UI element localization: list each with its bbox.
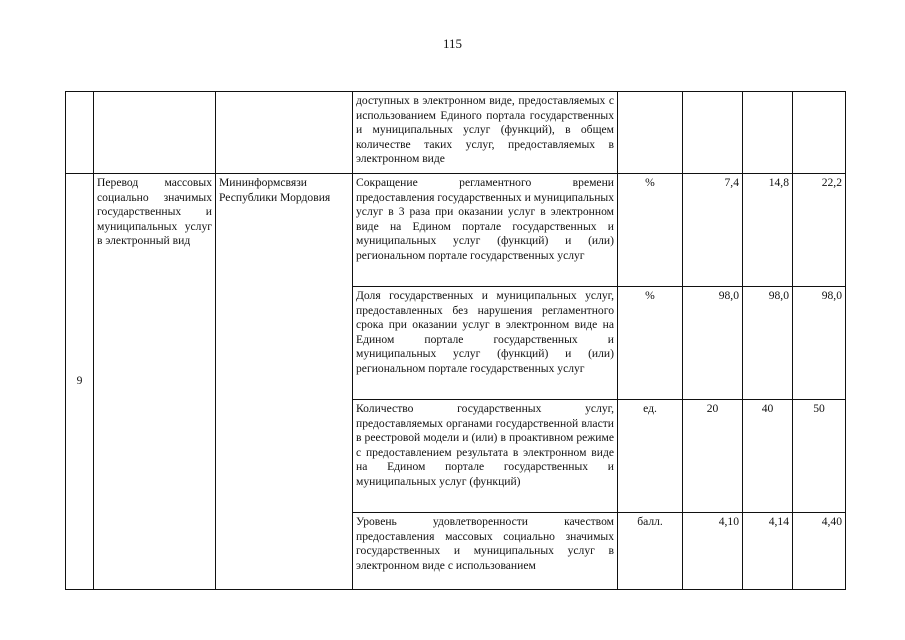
indicator-value-3: 4,40 xyxy=(793,513,846,590)
indicator-name: Количество государственных услуг, предоставляемых органами государственной власти в реестровой модели и (или) в проактивном режиме с предоставлением результата в электронном виде на Едином портале государственных и муниципальных услуг (функций) xyxy=(353,400,618,513)
indicators-table xyxy=(65,91,846,590)
indicator-value-2: 14,8 xyxy=(743,174,793,287)
cont-num-cell xyxy=(66,92,94,174)
measure-cell: Перевод массовых социально значимых государственных и муниципальных услуг в электронный вид xyxy=(94,174,216,590)
cont-v2-cell xyxy=(743,92,793,174)
indicator-name xyxy=(353,513,618,590)
responsible-cell: Мининформсвязи Республики Мордовия xyxy=(216,174,353,590)
indicator-value-2: 98,0 xyxy=(743,287,793,400)
cont-measure-cell xyxy=(94,92,216,174)
indicator-value-3: 98,0 xyxy=(793,287,846,400)
indicator-value-3: 22,2 xyxy=(793,174,846,287)
indicator-unit: % xyxy=(618,174,683,287)
indicator-value-1: 98,0 xyxy=(683,287,743,400)
cont-indicator-cell: доступных в электронном виде, предоставляемых с использованием Единого портала государственных и муниципальных услуг (функций), в общем количестве таких услуг, предоставляемых в электронном виде xyxy=(353,92,618,174)
cont-responsible-cell xyxy=(216,92,353,174)
indicator-name: Сокращение регламентного времени предоставления государственных и муниципальных услуг в 3 раза при оказании услуг в электронном виде на Едином портале государственных и муниципальных услуг (функций) и (или) региональном портале государственных услуг xyxy=(353,174,618,287)
cont-v3-cell xyxy=(793,92,846,174)
indicator-value-1: 4,10 xyxy=(683,513,743,590)
indicator-unit: ед. xyxy=(618,400,683,513)
indicator-name-text: Уровень удовлетворенности качеством предоставления массовых социально значимых государственных и муниципальных услуг в электронном виде с использованием xyxy=(356,515,614,572)
row-number: 9 xyxy=(66,174,94,590)
continuation-row xyxy=(66,92,846,174)
indicator-value-2: 40 xyxy=(743,400,793,513)
indicator-value-2: 4,14 xyxy=(743,513,793,590)
cont-v1-cell xyxy=(683,92,743,174)
page-number: 115 xyxy=(442,36,463,51)
indicator-unit: балл. xyxy=(618,513,683,590)
indicator-value-1: 20 xyxy=(683,400,743,513)
indicator-name: Доля государственных и муниципальных услуг, предоставленных без нарушения регламентного срока при оказании услуг в электронном виде на Едином портале государственных и муниципальных услуг (функций) и (или) региональном портале государственных услуг xyxy=(353,287,618,400)
cont-unit-cell xyxy=(618,92,683,174)
indicator-value-1: 7,4 xyxy=(683,174,743,287)
indicator-value-3: 50 xyxy=(793,400,846,513)
indicator-unit: % xyxy=(618,287,683,400)
table-row xyxy=(66,174,846,287)
